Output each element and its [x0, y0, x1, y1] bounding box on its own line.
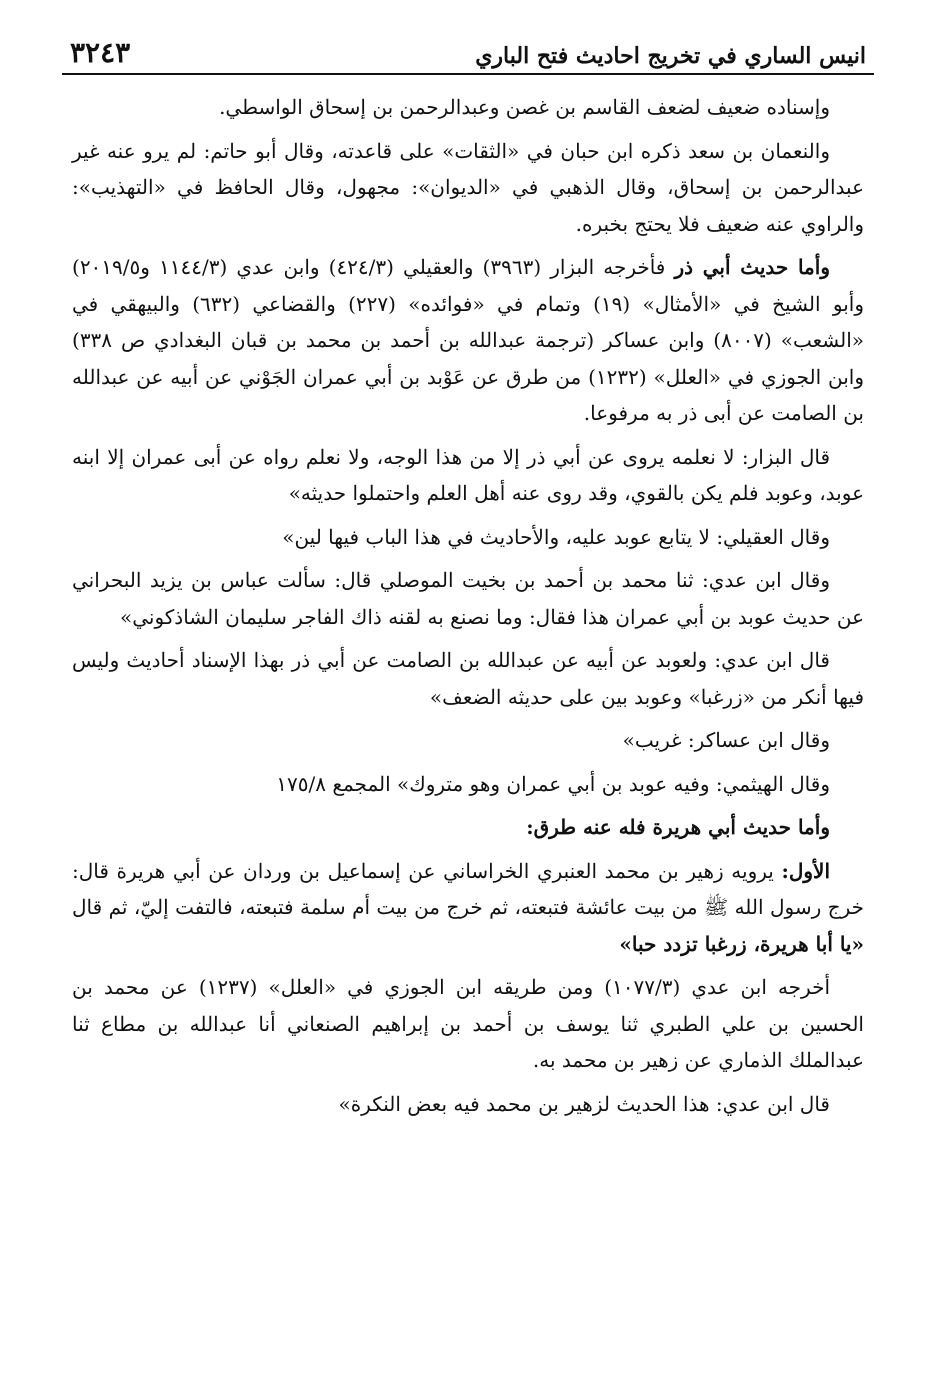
paragraph-text: والنعمان بن سعد ذكره ابن حبان في «الثقات» على قاعدته، وقال أبو حاتم: لم يرو عنه غير عبدالرحمن بن إسحاق، وقال الذهبي في «الديوان»: مجهول، وقال الحافظ في «التهذيب»: والراوي عنه ضعيف فلا يحتج بخبره. — [72, 138, 864, 236]
hadith-quote: «يا أبا هريرة، زرغبا تزدد حبا» — [619, 931, 864, 956]
paragraph-text: قال ابن عدي: ولعوبد عن أبيه عن عبدالله بن الصامت عن أبي ذر بهذا الإسناد أحاديث وليس فيها أنكر من «زرغبا» وعوبد بين على حديثه الضعف» — [72, 648, 864, 709]
paragraph — [72, 1086, 864, 1123]
paragraph-text: أخرجه ابن عدي (١٠٧٧/٣) ومن طريقه ابن الجوزي في «العلل» (١٢٣٧) عن محمد بن الحسين بن علي الطبري ثنا يوسف بن أحمد بن إبراهيم الصنعاني أنا عبدالله بن مطاع ثنا عبدالملك الذماري عن زهير بن محمد به. — [72, 975, 864, 1072]
paragraph — [72, 133, 864, 243]
paragraph — [72, 722, 864, 759]
paragraph-text: قال البزار: لا نعلمه يروى عن أبي ذر إلا من هذا الوجه، ولا نعلم رواه عن أبى عمران إلا ابنه عوبد، وعوبد فلم يكن بالقوي، وقد روى عنه أهل العلم واحتملوا حديثه» — [72, 444, 864, 505]
paragraph — [72, 562, 864, 635]
paragraph-heading: وأما حديث أبي هريرة فله عنه طرق: — [526, 815, 830, 839]
book-title: انيس الساري في تخريج احاديث فتح الباري — [475, 43, 866, 69]
paragraph-text: وقال ابن عساكر: غريب» — [622, 728, 830, 752]
paragraph — [72, 89, 864, 126]
page-header — [62, 36, 874, 75]
paragraph — [72, 439, 864, 512]
paragraph-text: قال ابن عدي: هذا الحديث لزهير بن محمد فيه بعض النكرة» — [338, 1091, 830, 1116]
paragraph-text: فأخرجه البزار (٣٩٦٣) والعقيلي (٤٢٤/٣) وابن عدي (١١٤٤/٣ و٢٠١٩/٥) وأبو الشيخ في «الأمثال» (١٩) وتمام في «فوائده» (٢٢٧) والقضاعي (٦٣٢) والبيهقي في «الشعب» (٨٠٠٧) وابن عساكر (ترجمة عبدالله بن أحمد بن محمد بن قبان البغدادي ص ٣٣٨) وابن الجوزي في «العلل» (١٢٣٢) من طرق عن عَوْبد بن أبي عمران الجَوْني عن أبيه عن عبدالله بن الصامت عن أبى ذر به مرفوعا. — [72, 255, 865, 425]
paragraph — [72, 766, 864, 803]
paragraph — [72, 969, 864, 1079]
paragraph — [72, 853, 864, 963]
paragraph — [72, 642, 864, 715]
paragraph-text: وقال العقيلي: لا يتابع عوبد عليه، والأحاديث في هذا الباب فيها لين» — [282, 524, 830, 549]
paragraph-heading: الأول: — [781, 858, 831, 883]
paragraph-text: وقال الهيثمي: وفيه عوبد بن أبي عمران وهو متروك» المجمع ١٧٥/٨ — [276, 771, 830, 796]
section-heading — [72, 809, 864, 846]
paragraph — [72, 519, 864, 556]
paragraph-text: وإسناده ضعيف لضعف القاسم بن غصن وعبدالرحمن بن إسحاق الواسطي. — [219, 95, 830, 119]
page-body — [62, 89, 874, 1122]
paragraph-text: يرويه زهير بن محمد العنبري الخراساني عن إسماعيل بن وردان عن أبي هريرة قال: خرج رسول الله ﷺ من بيت عائشة فتبعته، ثم خرج من بيت أم سلمة فتبعته، فالتفت إليّ، ثم قال — [72, 858, 864, 919]
paragraph — [72, 249, 864, 432]
page-number: ٣٢٤٣ — [70, 36, 131, 69]
paragraph-text: وقال ابن عدي: ثنا محمد بن أحمد بن بخيت الموصلي قال: سألت عباس بن يزيد البحراني عن حديث عوبد بن أبي عمران هذا فقال: وما نصنع به لقنه ذاك الفاجر سليمان الشاذكوني» — [72, 568, 864, 629]
paragraph-heading: وأما حديث أبي ذر — [674, 255, 830, 279]
